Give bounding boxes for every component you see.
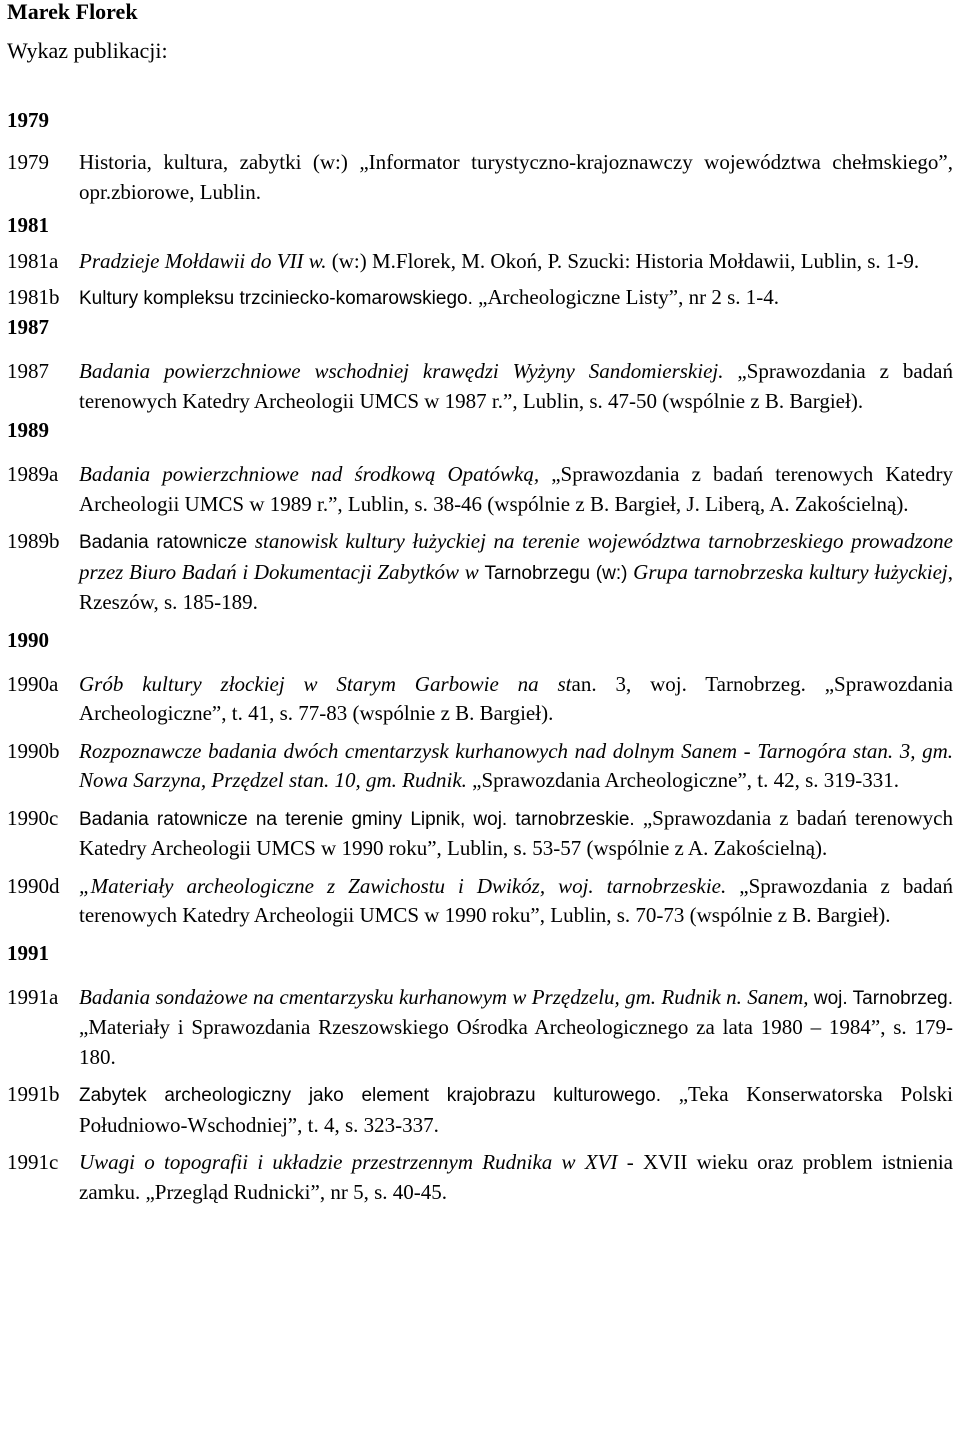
publication-entry [7, 460, 953, 519]
entry-text [79, 737, 953, 796]
entry-id: 1990a [7, 671, 59, 696]
entry-text [79, 283, 953, 314]
entry-id: 1991a [7, 984, 59, 1009]
entry-title-italic: Badania sondażowe na cmentarzysku kurhanowym w Przędzelu, gm. Rudnik n. Sanem, [79, 984, 809, 1009]
entry-citation: „Archeologiczne Listy”, nr 2 s. 1-4. [472, 284, 780, 309]
entry-citation: (w:) M.Florek, M. Okoń, P. Szucki: Historia Mołdawii, Lublin, s. 1-9. [326, 249, 920, 273]
publication-entry [7, 1080, 953, 1140]
entry-citation: „Materiały i Sprawozdania Rzeszowskiego Ośrodka Archeologicznego za lata 1980 – 1984”, s. 179-180. [79, 1015, 953, 1069]
entry-id: 1981a [7, 249, 59, 273]
publication-entry [7, 872, 953, 931]
entry-citation: „Sprawozdania z badań terenowych Katedry Archeologii UMCS w 1987 r.”, Lublin, s. 47-50 (wspólnie z B. Bargieł). [79, 359, 953, 413]
entry-title-italic: Badania powierzchniowe wschodniej krawędzi Wyżyny Sandomierskiej. [79, 359, 724, 383]
entry-citation: - XVII wieku oraz problem istnienia zamku. „Przegląd Rudnicki”, nr 5, s. 40-45. [79, 1150, 953, 1204]
entry-id: 1990b [7, 738, 60, 763]
entry-title-italic: Badania powierzchniowe nad środkową Opatówką, [79, 462, 540, 486]
entry-text [79, 1148, 953, 1207]
year-heading-1981: 1981 [7, 213, 49, 237]
entry-title-italic: Uwagi o topografii i układzie przestrzennym Rudnika w XVI [79, 1150, 618, 1174]
entry-text [79, 247, 953, 277]
entry-id: 1989a [7, 462, 59, 486]
entry-text [79, 804, 953, 864]
publication-entry [7, 983, 953, 1073]
year-heading-1991: 1991 [7, 940, 49, 965]
entry-text [79, 1080, 953, 1140]
entry-place-sans: Tarnobrzegu (w:) [484, 562, 628, 584]
publication-entry [7, 527, 953, 618]
entry-text [79, 460, 953, 519]
year-heading-1989: 1989 [7, 418, 49, 442]
entry-citation: „Sprawozdania z badań terenowych Katedry Archeologii UMCS w 1989 r.”, Lublin, s. 38-46 (wspólnie z B. Bargieł, J. Liberą, A. Zakościelną). [79, 462, 953, 516]
publication-entry [7, 283, 953, 314]
publication-entry [7, 804, 953, 864]
publication-entry [7, 670, 953, 729]
entry-text-plain: Historia, kultura, zabytki (w:) „Informator turystyczno-krajoznawczy województwa chełmskiego”, opr.zbiorowe, Lublin. [79, 150, 953, 204]
year-heading-1979: 1979 [7, 108, 49, 132]
entry-text [79, 357, 953, 416]
entry-id: 1989b [7, 529, 60, 553]
entry-title-sans: Zabytek archeologiczny jako element krajobrazu kulturowego. [79, 1085, 661, 1106]
entry-text [79, 148, 953, 207]
entry-id: 1990d [7, 873, 60, 898]
entry-text [79, 983, 953, 1073]
publication-entry [7, 1148, 953, 1207]
entry-citation: „Sprawozdania Archeologiczne”, t. 42, s. 319-331. [466, 768, 900, 792]
entry-title-sans: Badania ratownicze na terenie gminy Lipnik, woj. tarnobrzeskie. [79, 808, 635, 830]
entry-citation: „Teka Konserwatorska Polski Południowo-Wschodniej”, t. 4, s. 323-337. [79, 1082, 953, 1137]
entry-id: 1991b [7, 1082, 60, 1106]
entry-id: 1990c [7, 805, 59, 830]
publication-entry [7, 357, 953, 416]
author-name: Marek Florek [7, 0, 138, 24]
entry-citation: „Sprawozdania z badań terenowych Katedry Archeologii UMCS w 1990 roku”, Lublin, s. 70-73 (wspólnie z B. Bargieł). [79, 873, 953, 927]
entry-id: 1991c [7, 1150, 59, 1174]
list-subtitle: Wykaz publikacji: [7, 38, 168, 63]
publication-list-page [7, 0, 953, 1207]
entry-title-italic: Grób kultury złockiej w Starym Garbowie na st [79, 671, 572, 696]
entry-title-italic: Rozpoznawcze badania dwóch cmentarzysk kurhanowych nad dolnym Sanem - Tarnogóra stan. 3, gm. Nowa Sarzyna, Przędzel stan. 10, gm. Rudnik. [79, 738, 953, 792]
year-heading-1987: 1987 [7, 315, 49, 339]
entry-title-sans: Badania ratownicze [79, 532, 248, 553]
entry-id: 1979 [7, 150, 49, 174]
entry-citation: an. 3, woj. Tarnobrzeg. „Sprawozdania Archeologiczne”, t. 41, s. 77-83 (wspólnie z B. Bargieł). [79, 671, 953, 725]
entry-title-sans: Kultury kompleksu trzciniecko-komarowskiego. [79, 287, 473, 309]
entry-place-sans: woj. Tarnobrzeg. [808, 987, 953, 1009]
year-heading-1990: 1990 [7, 627, 49, 652]
entry-title-italic: stanowisk kultury łużyckiej na terenie województwa tarnobrzeskiego prowadzone przez Biuro Badań i Dokumentacji Zabytków w [79, 529, 953, 584]
entry-id: 1987 [7, 359, 49, 383]
entry-text [79, 527, 953, 618]
entry-title-italic: „Materiały archeologiczne z Zawichostu i Dwikóz, woj. tarnobrzeskie. [79, 873, 727, 898]
publication-entry [7, 148, 953, 207]
entry-citation: , Rzeszów, s. 185-189. [79, 559, 953, 614]
entry-citation: „Sprawozdania z badań terenowych Katedry Archeologii UMCS w 1990 roku”, Lublin, s. 53-57 (wspólnie z A. Zakościelną). [79, 805, 953, 860]
publication-entry [7, 247, 953, 277]
entry-text [79, 872, 953, 931]
entry-title-italic: Pradzieje Mołdawii do VII w. [79, 249, 327, 273]
entry-text [79, 670, 953, 729]
entry-id: 1981b [7, 284, 60, 309]
publication-entry [7, 737, 953, 796]
entry-book-italic: Grupa tarnobrzeska kultury łużyckiej [627, 559, 948, 584]
